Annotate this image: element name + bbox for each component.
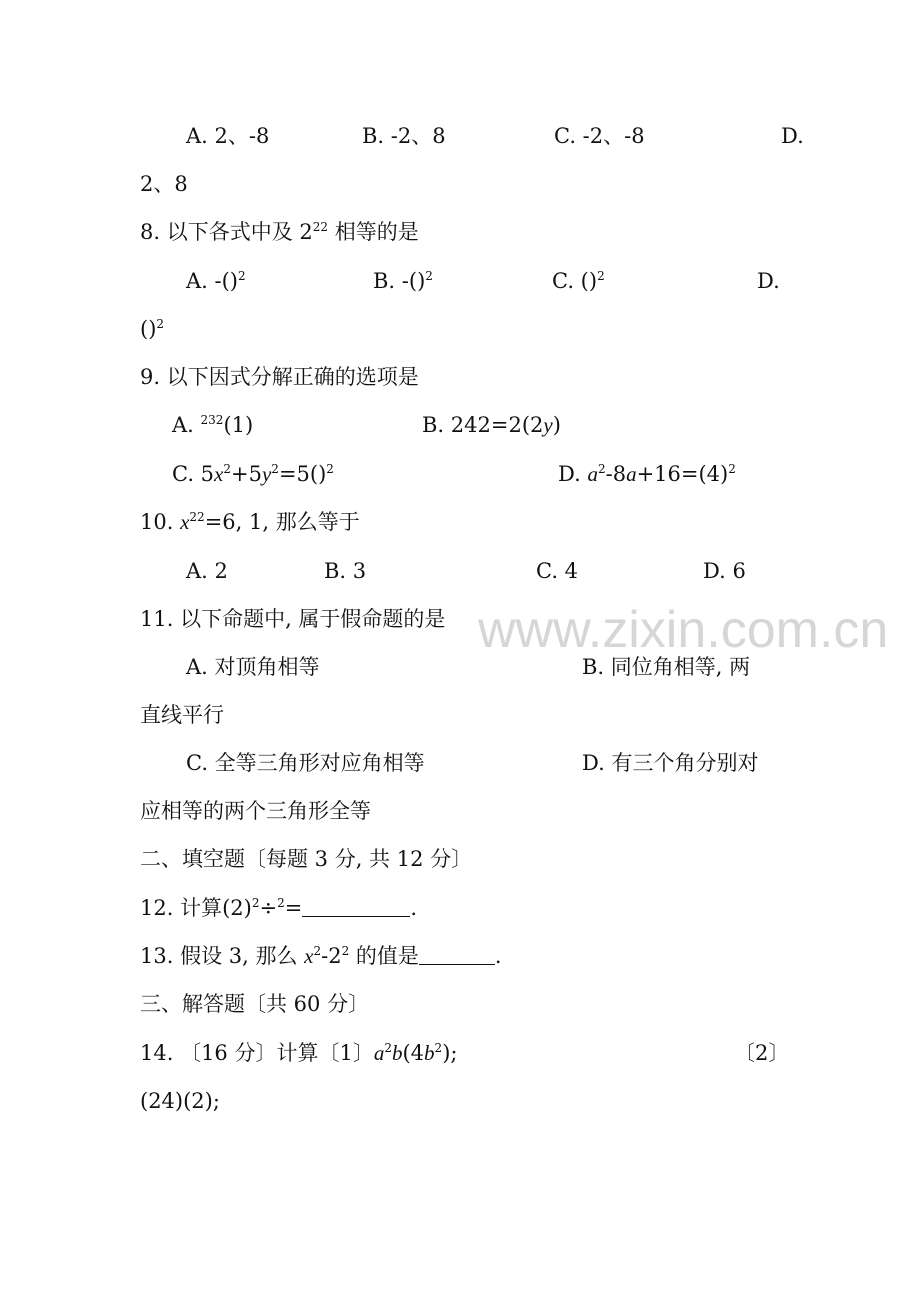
- q8-option-b: B. -()$^2$: [373, 269, 433, 293]
- q13-answer-blank[interactable]: [419, 964, 495, 965]
- q7-option-d: D.: [781, 124, 804, 148]
- q10-option-b: B. 3: [324, 559, 367, 583]
- q11-option-a: A. 对顶角相等: [186, 655, 320, 679]
- q8-stem: 8. 以下各式中及 $2^{22}$ 相等的是: [140, 220, 419, 244]
- q10-option-c: C. 4: [536, 559, 579, 583]
- q7-option-d-cont: 2、8: [140, 172, 188, 196]
- q12-answer-blank[interactable]: [302, 916, 410, 917]
- q8-option-d-cont: ()$^2$: [140, 317, 165, 341]
- q11-option-b: B. 同位角相等, 两: [582, 655, 751, 679]
- q10-stem: 10. $x^{22}=6$, 1, 那么等于: [140, 510, 360, 534]
- watermark: www.zixin.com.cn: [478, 601, 889, 659]
- q8-option-a: A. -()$^2$: [186, 269, 246, 293]
- q11-stem: 11. 以下命题中, 属于假命题的是: [140, 607, 446, 631]
- q11-option-d: D. 有三个角分别对: [582, 751, 759, 775]
- q13-stem: 13. 假设 3, 那么 $x^2-2^2$ 的值是 .: [140, 944, 502, 968]
- q8-option-c: C. ()$^2$: [552, 269, 605, 293]
- q9-option-a: A. $^{232}$(1): [172, 413, 254, 437]
- q14-part1: 14. 〔16 分〕计算〔1〕$a^2b(4b^2)$;: [140, 1041, 458, 1065]
- q9-option-d: D. $a^2-8a+16=(4)^2$: [558, 462, 736, 486]
- q12-stem: 12. 计算$(2)^2\div^2=$ .: [140, 896, 418, 920]
- q7-option-c: C. -2、-8: [554, 124, 645, 148]
- q9-option-c: C. $5x^2+5y^2=5()^2$: [172, 462, 334, 486]
- q11-option-c: C. 全等三角形对应角相等: [186, 751, 425, 775]
- q11-option-b-cont: 直线平行: [140, 703, 224, 727]
- q8-option-d: D.: [757, 269, 780, 293]
- q10-option-a: A. 2: [186, 559, 228, 583]
- q10-option-d: D. 6: [703, 559, 746, 583]
- q7-option-b: B. -2、8: [362, 124, 446, 148]
- section-heading-fill-blank: 二、填空题〔每题 3 分, 共 12 分〕: [140, 847, 473, 871]
- q9-option-b: B. 242=2(2y): [422, 413, 561, 437]
- q9-stem: 9. 以下因式分解正确的选项是: [140, 365, 419, 389]
- q14-part2-label: 〔2〕: [734, 1041, 790, 1065]
- q7-option-a: A. 2、-8: [186, 124, 270, 148]
- section-heading-solutions: 三、解答题〔共 60 分〕: [140, 992, 370, 1016]
- q11-option-d-cont: 应相等的两个三角形全等: [140, 799, 371, 823]
- q14-part2: (24)(2);: [140, 1089, 220, 1113]
